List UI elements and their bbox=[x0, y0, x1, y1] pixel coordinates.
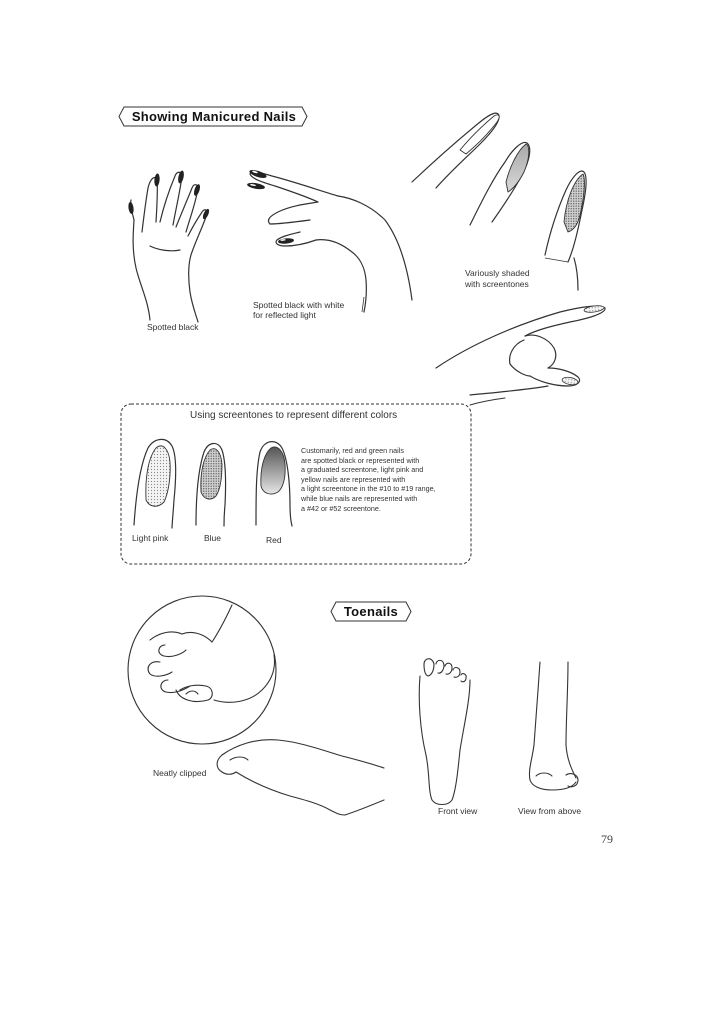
manicured-nails-title: Showing Manicured Nails bbox=[131, 109, 297, 124]
explanation-line: a #42 or #52 screentone. bbox=[301, 503, 381, 513]
toenails-heading bbox=[330, 601, 412, 622]
pointing-hand-nails bbox=[562, 305, 605, 386]
explanation-line: are spotted black or represented with bbox=[301, 455, 420, 465]
caption-reflected-line1: Spotted black with white bbox=[253, 300, 345, 310]
explanation-line: while blue nails are represented with bbox=[301, 493, 418, 503]
toenails-zoom-circle bbox=[128, 596, 276, 744]
nail-label-red: Red bbox=[266, 535, 282, 545]
nail-label-blue: Blue bbox=[204, 533, 222, 543]
toenails-title: Toenails bbox=[343, 604, 399, 619]
explanation-line: a light screentone in the #10 to #19 range, bbox=[301, 484, 436, 494]
caption-spotted-black: Spotted black bbox=[147, 322, 199, 332]
fingertips-shaded-drawing bbox=[412, 113, 586, 290]
caption-front-view: Front view bbox=[438, 806, 478, 816]
caption-shaded-line2: with screentones bbox=[465, 279, 529, 289]
page-number: 79 bbox=[601, 832, 613, 846]
hand-reflected-light-drawing bbox=[250, 172, 412, 312]
screentone-nails bbox=[146, 446, 285, 506]
foot-above-drawing bbox=[529, 662, 578, 790]
foot-side-drawing bbox=[217, 740, 384, 815]
hand-spotted-black-nails bbox=[128, 170, 211, 220]
pointing-hand-drawing bbox=[436, 306, 605, 395]
manicured-nails-heading bbox=[118, 106, 308, 127]
nail-label-light-pink: Light pink bbox=[132, 533, 169, 543]
explanation-line: a graduated screentone, light pink and bbox=[301, 465, 424, 475]
caption-neatly-clipped: Neatly clipped bbox=[153, 768, 207, 778]
fingertip-nails bbox=[460, 115, 584, 232]
screentones-box-title: Using screentones to represent different colors bbox=[190, 410, 398, 421]
caption-view-from-above: View from above bbox=[518, 806, 582, 816]
screentones-explanation bbox=[301, 446, 436, 513]
foot-front-drawing bbox=[419, 659, 470, 805]
caption-reflected-line2: for reflected light bbox=[253, 310, 316, 320]
caption-shaded-line1: Variously shaded bbox=[465, 268, 530, 278]
explanation-line: Customarily, red and green nails bbox=[301, 446, 404, 455]
explanation-line: yellow nails are represented with bbox=[301, 474, 406, 484]
